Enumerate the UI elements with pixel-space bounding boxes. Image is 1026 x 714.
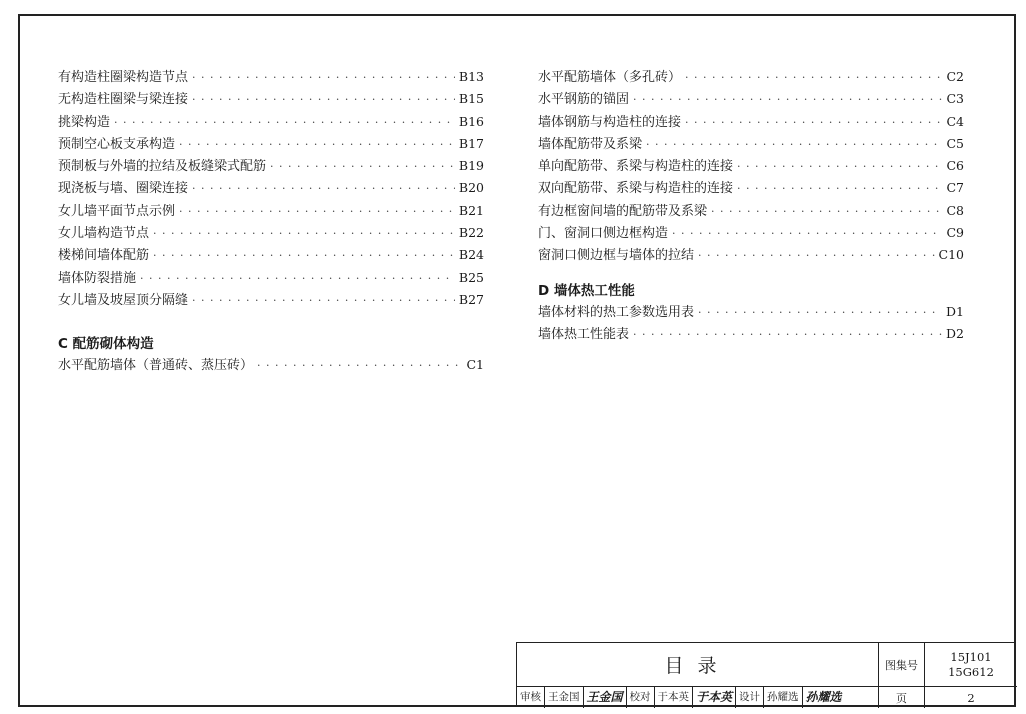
toc-entry bbox=[58, 244, 484, 266]
toc-entry-title: 挑梁构造 bbox=[58, 114, 111, 130]
toc-entry-page: C1 bbox=[466, 357, 484, 373]
dot-leader bbox=[698, 306, 942, 319]
dot-leader bbox=[270, 160, 455, 173]
toc-entry-page: B13 bbox=[458, 69, 484, 84]
toc-entry-page: C2 bbox=[946, 69, 964, 84]
toc-entry bbox=[58, 66, 484, 88]
toc-left-column bbox=[58, 66, 484, 377]
toc-entry bbox=[538, 244, 964, 266]
dot-leader bbox=[114, 116, 455, 129]
toc-entry-page: B16 bbox=[458, 113, 484, 129]
toc-entry-title: 水平配筋墙体（多孔砖） bbox=[538, 70, 682, 85]
checker-signature: 于本英 bbox=[693, 687, 736, 708]
toc-entry-title: 墙体钢筋与构造柱的连接 bbox=[538, 114, 682, 130]
toc-entry-page: B17 bbox=[458, 135, 484, 151]
toc-entry-title: 女儿墙及坡屋顶分隔缝 bbox=[58, 292, 189, 308]
atlas-number-value bbox=[925, 643, 1017, 687]
toc-entry-title: 双向配筋带、系梁与构造柱的连接 bbox=[538, 181, 734, 197]
toc-entry bbox=[538, 133, 964, 155]
toc-entry-title: 水平钢筋的锚固 bbox=[538, 92, 630, 108]
dot-leader bbox=[179, 205, 455, 218]
atlas-number-2: 15G612 bbox=[948, 664, 994, 679]
design-label: 设计 bbox=[736, 687, 764, 708]
toc-entry-page: B21 bbox=[458, 202, 484, 218]
designer-name: 孙耀选 bbox=[764, 687, 803, 708]
dot-leader bbox=[192, 93, 455, 106]
toc-entry-title: 墙体热工性能表 bbox=[538, 326, 630, 342]
dot-leader bbox=[192, 71, 455, 84]
page-number: 2 bbox=[967, 690, 975, 705]
dot-leader bbox=[737, 160, 942, 173]
toc-entry-page: C6 bbox=[946, 158, 964, 174]
toc-entry-page: C9 bbox=[946, 225, 964, 241]
toc-entry-title: 现浇板与墙、圈梁连接 bbox=[58, 181, 189, 197]
atlas-number-1: 15J101 bbox=[950, 649, 992, 664]
toc-entry-page: C8 bbox=[946, 202, 964, 218]
toc-entry-page: B27 bbox=[458, 291, 484, 307]
toc-entry-page: C5 bbox=[946, 135, 964, 151]
toc-entry-title: 墙体材料的热工参数选用表 bbox=[538, 304, 695, 320]
toc-entry-title: 有边框窗间墙的配筋带及系梁 bbox=[538, 203, 708, 219]
toc-entry-title: 门、窗洞口侧边框构造 bbox=[538, 226, 669, 242]
dot-leader bbox=[646, 138, 942, 151]
dot-leader bbox=[685, 116, 942, 129]
review-label: 审核 bbox=[517, 687, 545, 708]
toc-entry bbox=[538, 301, 964, 323]
title-block bbox=[516, 642, 1016, 707]
toc-entry-page: C3 bbox=[946, 91, 964, 107]
toc-entry bbox=[58, 222, 484, 244]
toc-entry-title: 楼梯间墙体配筋 bbox=[58, 248, 150, 264]
toc-entry-title: 窗洞口侧边框与墙体的拉结 bbox=[538, 248, 695, 264]
toc-entry-title: 墙体防裂措施 bbox=[58, 270, 137, 286]
reviewer-signature: 王金国 bbox=[584, 687, 627, 708]
toc-entry bbox=[538, 323, 964, 345]
toc-entry bbox=[538, 222, 964, 244]
toc-entry bbox=[538, 88, 964, 110]
toc-entry-page: B24 bbox=[458, 247, 484, 263]
toc-entry-title: 水平配筋墙体（普通砖、蒸压砖） bbox=[58, 358, 254, 374]
dot-leader bbox=[192, 294, 455, 307]
toc-entry-page: B15 bbox=[458, 91, 484, 107]
toc-entry bbox=[58, 267, 484, 289]
toc-entry bbox=[58, 354, 484, 376]
toc-entry bbox=[58, 133, 484, 155]
designer-signature: 孙耀选 bbox=[805, 690, 842, 704]
dot-leader bbox=[698, 249, 935, 262]
toc-entry-title: 预制空心板支承构造 bbox=[58, 136, 176, 152]
toc-entry bbox=[538, 177, 964, 199]
atlas-number-label: 图集号 bbox=[879, 643, 925, 687]
toc-entry bbox=[538, 155, 964, 177]
dot-leader bbox=[257, 359, 462, 372]
reviewer-name: 王金国 bbox=[545, 687, 584, 708]
page-label: 页 bbox=[879, 687, 925, 708]
toc-entry-title: 女儿墙构造节点 bbox=[58, 226, 150, 242]
toc-entry bbox=[538, 111, 964, 133]
toc-entry bbox=[538, 66, 964, 88]
dot-leader bbox=[672, 227, 942, 240]
toc-entry bbox=[58, 111, 484, 133]
check-label: 校对 bbox=[627, 687, 655, 708]
toc-entry-page: B20 bbox=[458, 180, 484, 196]
toc-entry-page: B25 bbox=[458, 269, 484, 285]
title-block-title: 目录 bbox=[517, 643, 879, 687]
dot-leader bbox=[711, 205, 942, 218]
dot-leader bbox=[192, 182, 455, 195]
toc-right-column bbox=[538, 66, 964, 345]
toc-entry bbox=[58, 200, 484, 222]
toc-entry-page: B19 bbox=[458, 158, 484, 174]
toc-entry-page: D2 bbox=[946, 325, 964, 341]
toc-entry bbox=[58, 155, 484, 177]
toc-entry-title: 预制板与外墙的拉结及板缝梁式配筋 bbox=[58, 159, 267, 175]
toc-entry-page: C7 bbox=[946, 180, 964, 196]
toc-entry-title: 有构造柱圈梁构造节点 bbox=[58, 70, 189, 85]
dot-leader bbox=[179, 138, 455, 151]
toc-entry-title: 女儿墙平面节点示例 bbox=[58, 203, 176, 219]
dot-leader bbox=[153, 249, 455, 262]
toc-entry bbox=[58, 289, 484, 311]
toc-entry-title: 墙体配筋带及系梁 bbox=[538, 136, 643, 152]
toc-entry bbox=[58, 88, 484, 110]
toc-entry bbox=[58, 177, 484, 199]
dot-leader bbox=[633, 328, 942, 341]
toc-entry-page: D1 bbox=[946, 303, 964, 319]
checker-name: 于本英 bbox=[655, 687, 694, 708]
toc-entry-title: 单向配筋带、系梁与构造柱的连接 bbox=[538, 159, 734, 175]
dot-leader bbox=[633, 93, 942, 106]
toc-entry-title: 无构造柱圈梁与梁连接 bbox=[58, 92, 189, 108]
toc-entry-page: C4 bbox=[946, 113, 964, 129]
toc-entry-page: B22 bbox=[458, 225, 484, 241]
dot-leader bbox=[685, 71, 942, 84]
signature-row bbox=[517, 687, 879, 708]
section-heading-c: C 配筋砌体构造 bbox=[58, 336, 154, 353]
dot-leader bbox=[153, 227, 455, 240]
toc-entry-page: C10 bbox=[938, 247, 964, 263]
dot-leader bbox=[140, 272, 455, 285]
toc-entry bbox=[538, 200, 964, 222]
section-heading-d: D 墙体热工性能 bbox=[538, 282, 635, 299]
dot-leader bbox=[737, 182, 942, 195]
